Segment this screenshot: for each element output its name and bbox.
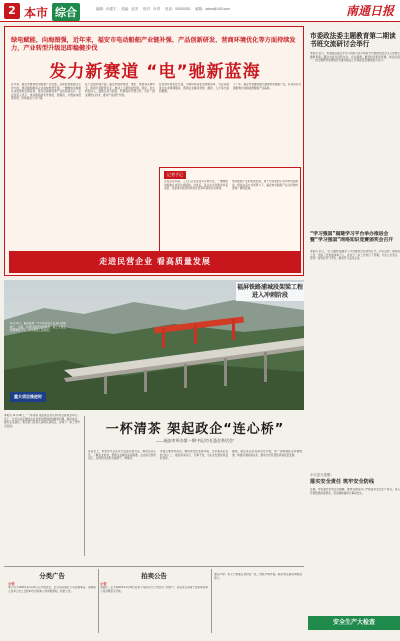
- railway-photo: [4, 280, 304, 410]
- tea-article: [4, 412, 304, 562]
- right-article-3-kicker: 市安委办提醒：: [310, 473, 334, 477]
- lead-body-col4: 下一步，福安市将继续做大做强电动船舶产业，打造具有全国影响力的新能源船舶产业基地。: [233, 83, 301, 90]
- section-title: 本市: [24, 6, 49, 20]
- lead-banner: 走进民营企业 看高质量发展: [9, 251, 301, 273]
- classified-notice-label: 公告: [8, 582, 15, 586]
- column-divider: [84, 416, 85, 556]
- right-column: [308, 26, 400, 636]
- tea-article-col4: 据悉，恳企茶话会将常态化开展，进一步畅通政企沟通渠道，构建亲清政商关系，推动全市民营经济高质量发展。: [232, 450, 302, 457]
- photo-headline: 福屏铁路浦城段架梁工程进入冲刺阶段: [236, 282, 304, 301]
- safety-banner: 安全生产大检查: [308, 616, 400, 630]
- classified-ads-body: 本公司于2023年11月24日召开股东会，会议审议通过公司注销事宜。请债权人自本公告之日起45日内向本公司申报债权。特此公告。: [8, 586, 96, 593]
- photo-caption: 11月13日，福屏高速一号大桥项目正在进行架梁施工。目前，该项目建设进展顺利，施工人员正抢抓晴好天气，全力推进工程进度。: [10, 322, 66, 333]
- auction-notice-title: 拍卖公告: [141, 572, 167, 580]
- right-article-1-headline: 市委政法委主题教育第二期读书班交流研讨会举行: [310, 32, 396, 49]
- right-article-3-headline: 落实安全责任 筑牢安全防线: [310, 479, 375, 485]
- project-tag: 重大项目推进时: [10, 392, 46, 402]
- tea-article-col1: 本报讯 11月18日，“一杯清茶 架起政企连心桥”政企座谈会举行。会上，与会企业家围绕企业发展中遇到的困难和问题，畅所欲言，提出意见建议。相关部门负责人现场认真回应，并就下一步工作作出安排。: [4, 414, 80, 428]
- lead-kicker: 绿电赋能，向海图强，近年来，福安市电动船舶产业链补强、产品创新研发、营商环境优化等方面持续发力，产业转型升级迅即稳健步伐: [11, 37, 296, 52]
- classified-ads-title: 分类广告: [39, 572, 65, 580]
- right-article-3-body: 近期，市安委办发布安全提醒，要求各地各部门严格落实安全生产责任，深入开展隐患排查整治，坚决遏制重特大事故发生。: [310, 488, 400, 495]
- lead-feature: [4, 26, 304, 276]
- reporter-notes-col2: 电动船舶产业的快速发展，离不开政策的引导和市场的推动。相信在各方共同努力下，福安电动船舶产业必将驶向更加广阔的蓝海。: [232, 180, 298, 191]
- newspaper-logo: 南通日报: [345, 4, 394, 18]
- page-meta: 编辑：孙建宇 美编：赵芳 校对：叶青 电话：06300330 邮箱：adnw@163.com: [96, 7, 230, 11]
- reporter-notes-col1: 走进企业车间，工人们正在紧张有序地作业，一艘艘电动船舶在这里完成组装。这背后，是企业对创新的执着追求，也是地方政府持续优化营商环境的生动体现。: [164, 180, 228, 191]
- section-subtitle: 综合: [52, 3, 80, 21]
- tea-article-col2: 茶话会上，市领导与企业家代表面对面交流，倾听企业心声，了解企业诉求，帮助企业解决实际困难。企业家们纷纷表示，这样的交流形式接地气、效果好。: [88, 450, 156, 461]
- lead-body-col1: 近年来，福安市聚焦电动船舶产业发展，以新能源船舶为主攻方向，推动船舶制造企业加快转型升级。一艘艘电动船舶从这里驶向全国各地，成为沿海新能源产业的亮丽名片。企业负责人表示，电动船舶具有零排放、低噪音、运维成本低等优势，市场前景十分广阔。: [11, 83, 81, 101]
- tea-headline: 一杯清茶 架起政企“连心桥”: [105, 422, 285, 437]
- tea-article-col3: 市委主要领导指出，要持续优化营商环境，当好服务企业的“店小二”，做到有求必应、无事不扰，为企业发展创造良好条件。: [160, 450, 228, 461]
- auction-notice-body: 受委托，定于2023年11月30日在本公司拍卖厅公开拍卖一批资产。有意竞买者请于拍卖前到本公司办理竞买手续。: [100, 586, 208, 593]
- right-article-2-body: 本报讯 近日，“学习强国”福建学习平台推进会在我市召开。会议总结了前阶段工作，表彰了先进集体和个人，并对下一步工作进行了部署。与会人员表示，将进一步用好学习平台，推动学习走深走实。: [310, 250, 400, 261]
- tea-subheadline: ——福安市举办第一期“书记市长恳企茶话会”: [155, 438, 235, 443]
- right-article-2-headline: “学习强国”福建学习平台举办推进会暨“学习强国”网络知识竞赛颁奖会召开: [310, 232, 394, 244]
- lead-headline: 发力新赛道 “电”驰新蓝海: [49, 62, 261, 82]
- auction-notice-label: 公告: [100, 582, 107, 586]
- ad-divider: [98, 569, 99, 633]
- page-number: 2: [4, 3, 20, 19]
- reporter-notes-title: 记者手记: [164, 171, 186, 179]
- lead-body-col3: 在营商环境优化方面，当地持续深化放管服改革，为企业提供全生命周期服务，帮助企业解决用地、融资、人才等方面的难题。: [159, 83, 229, 94]
- photo-caption-box: [10, 322, 66, 386]
- right-article-1-body: 本报讯 近日，市委政法委召开学习贯彻习近平新时代中国特色社会主义思想主题教育第二期读书班交流研讨会。会议强调，要坚持学思用贯通、知信行统一，把主题教育成果转化为推动政法工作高质量发展的强大动力。: [310, 52, 400, 63]
- ads-section: [4, 566, 304, 636]
- lost-notice-body: 遗失声明：本人不慎遗失身份证一张，特此声明作废。联系电话请咨询相关部门。: [214, 573, 302, 580]
- ad-divider: [211, 569, 212, 633]
- page-header: [0, 0, 400, 22]
- lead-body-col2: 在产业链补强方面，福安市围绕电池、电机、电控等关键环节，积极引进配套企业，推动上下游协同发展。同时，加大研发投入，鼓励企业与高校、科研院所开展合作，攻克一批关键核心技术，推动产品迭代升级。: [85, 83, 155, 97]
